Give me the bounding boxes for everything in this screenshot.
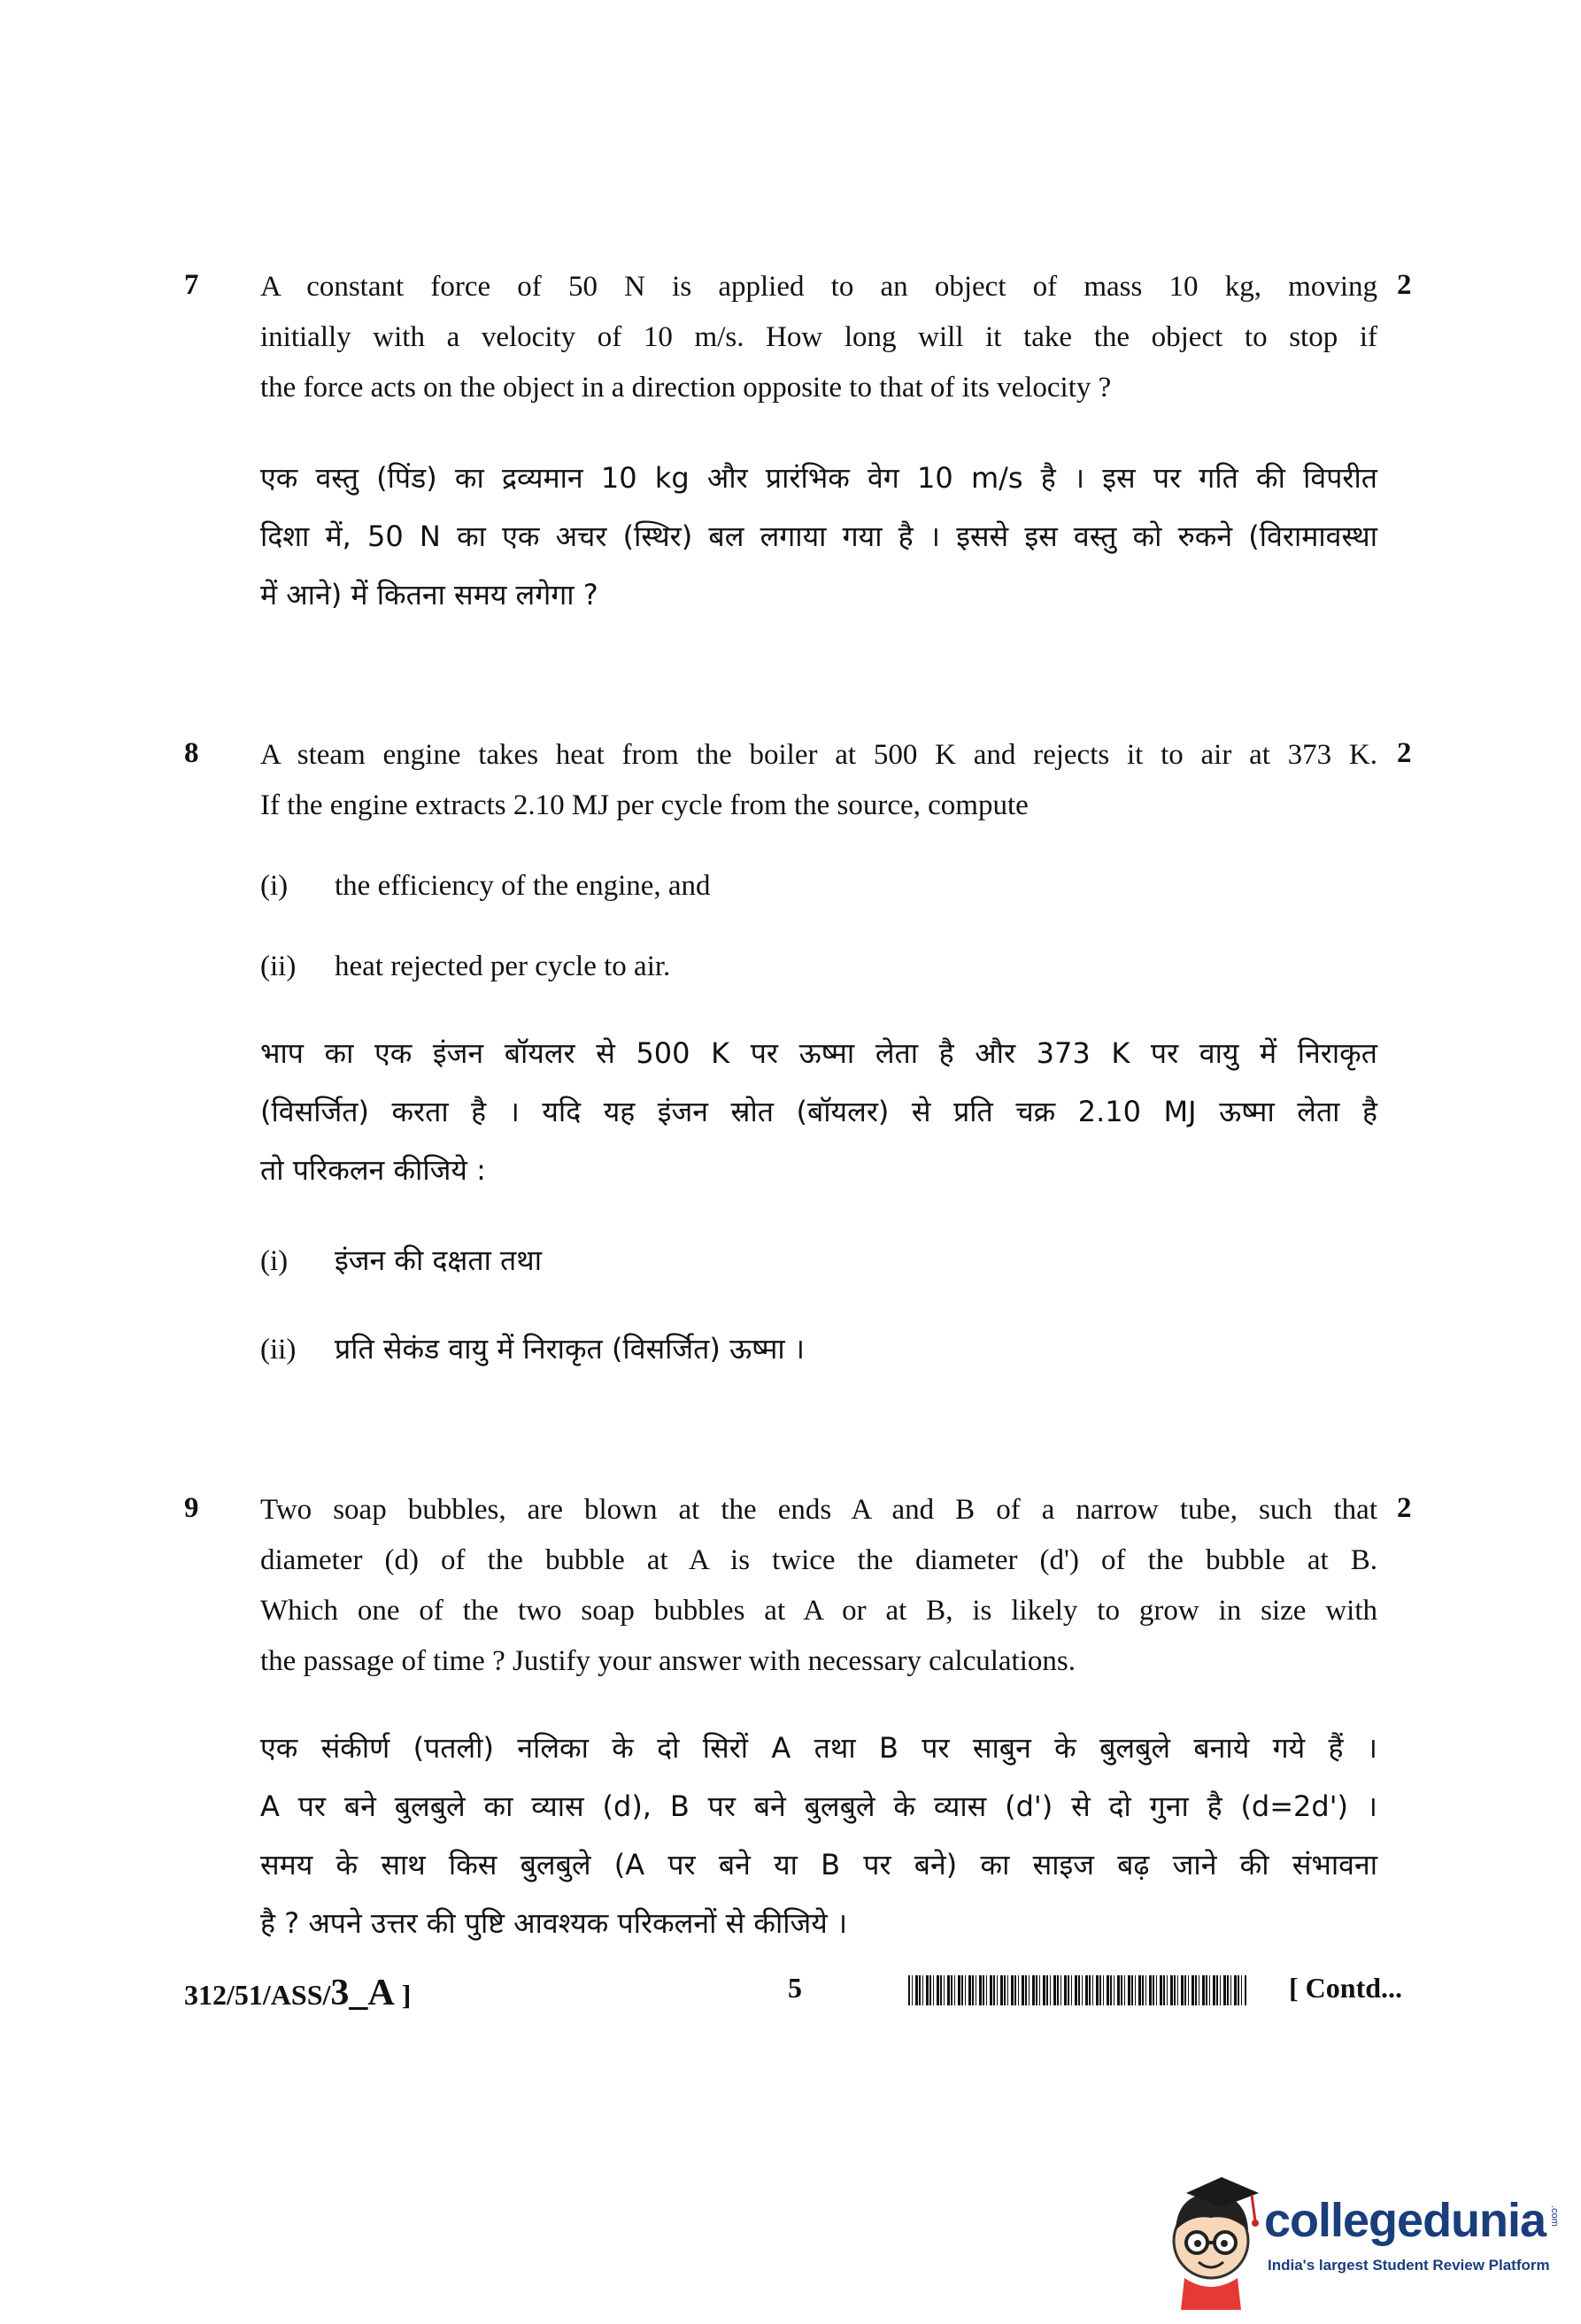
subpart-hindi-ii bbox=[260, 1329, 805, 1367]
text-line: में आने) में कितना समय लगेगा ? bbox=[260, 578, 598, 612]
barcode bbox=[908, 1975, 1246, 2005]
brand-tagline: India's largest Student Review Platform bbox=[1268, 2257, 1550, 2274]
text-line: एक संकीर्ण (पतली) नलिका के दो सिरों A तथा B पर साबुन के बुलबुले बनाये गये हैं । bbox=[260, 1731, 1377, 1765]
text-line: है ? अपने उत्तर की पुष्टि आवश्यक परिकलनों से कीजिये । bbox=[260, 1906, 848, 1940]
subpart-text: heat rejected per cycle to air. bbox=[335, 950, 671, 982]
brand-tld: .com bbox=[1549, 2205, 1560, 2227]
text-line: तो परिकलन कीजिये : bbox=[260, 1153, 486, 1187]
subpart-text: इंजन की दक्षता तथा bbox=[335, 1243, 543, 1277]
question-marks: 2 bbox=[1397, 1492, 1412, 1524]
question-english-text bbox=[260, 262, 1377, 413]
question-number: 9 bbox=[184, 1492, 199, 1524]
subpart-label: (ii) bbox=[260, 950, 297, 982]
brand-name: collegedunia bbox=[1264, 2194, 1546, 2247]
subpart-text: the efficiency of the engine, and bbox=[335, 870, 711, 902]
question-hindi-text bbox=[260, 1719, 1377, 1952]
text-line: A पर बने बुलबुले का व्यास (d), B पर बने बुलबुले के व्यास (d') से दो गुना है (d=2d') । bbox=[260, 1789, 1377, 1823]
subpart-text: प्रति सेकंड वायु में निराकृत (विसर्जित) ऊष्मा । bbox=[335, 1332, 806, 1366]
text-line: diameter (d) of the bubble at A is twice the diameter (d') of the bubble at B. bbox=[260, 1544, 1377, 1576]
text-line: एक वस्तु (पिंड) का द्रव्यमान 10 kg और प्रारंभिक वेग 10 m/s है । इस पर गति की विपरीत bbox=[260, 461, 1377, 495]
subpart-label: (ii) bbox=[260, 1334, 297, 1366]
student-mascot-icon bbox=[1160, 2168, 1266, 2310]
paper-code bbox=[184, 1972, 411, 2014]
subpart-hindi-i bbox=[260, 1241, 542, 1279]
question-marks: 2 bbox=[1397, 269, 1412, 301]
text-line: भाप का एक इंजन बॉयलर से 500 K पर ऊष्मा लेता है और 373 K पर वायु में निराकृत bbox=[260, 1036, 1377, 1070]
question-hindi-text bbox=[260, 1024, 1377, 1199]
text-line: A steam engine takes heat from the boiler at 500 K and rejects it to air at 373 K. bbox=[260, 739, 1377, 771]
question-english-text bbox=[260, 730, 1377, 831]
subpart-label: (i) bbox=[260, 870, 289, 902]
text-line: initially with a velocity of 10 m/s. How long will it take the object to stop if bbox=[260, 321, 1377, 353]
text-line: A constant force of 50 N is applied to an object of mass 10 kg, moving bbox=[260, 271, 1377, 303]
text-line: Which one of the two soap bubbles at A or at B, is likely to grow in size with bbox=[260, 1595, 1377, 1627]
paper-code-prefix: 312/51/ASS/ bbox=[184, 1979, 331, 2011]
question-english-text bbox=[260, 1485, 1377, 1687]
subpart-label: (i) bbox=[260, 1245, 289, 1277]
question-number: 8 bbox=[184, 737, 199, 769]
text-line: the force acts on the object in a direction opposite to that of its velocity ? bbox=[260, 372, 1112, 404]
text-line: Two soap bubbles, are blown at the ends A and B of a narrow tube, such that bbox=[260, 1494, 1377, 1526]
collegedunia-logo bbox=[1160, 2168, 1567, 2310]
text-line: the passage of time ? Justify your answer with necessary calculations. bbox=[260, 1645, 1076, 1677]
continued-label: [ Contd... bbox=[1289, 1972, 1403, 2004]
question-hindi-text bbox=[260, 449, 1377, 624]
subpart-ii bbox=[260, 950, 670, 983]
page-number: 5 bbox=[788, 1972, 802, 2004]
question-number: 7 bbox=[184, 269, 199, 301]
page-footer bbox=[0, 1972, 1581, 2013]
subpart-i bbox=[260, 870, 711, 903]
text-line: (विसर्जित) करता है । यदि यह इंजन स्रोत (बॉयलर) से प्रति चक्र 2.10 MJ ऊष्मा लेता है bbox=[260, 1095, 1377, 1128]
text-line: If the engine extracts 2.10 MJ per cycle from the source, compute bbox=[260, 789, 1029, 821]
text-line: दिशा में, 50 N का एक अचर (स्थिर) बल लगाया गया है । इससे इस वस्तु को रुकने (विरामावस्था bbox=[260, 519, 1377, 553]
paper-code-set: 3_A bbox=[330, 1973, 395, 2013]
question-marks: 2 bbox=[1397, 737, 1412, 769]
text-line: समय के साथ किस बुलबुले (A पर बने या B पर बने) का साइज बढ़ जाने की संभावना bbox=[260, 1848, 1377, 1882]
paper-code-suffix: ] bbox=[394, 1979, 412, 2011]
